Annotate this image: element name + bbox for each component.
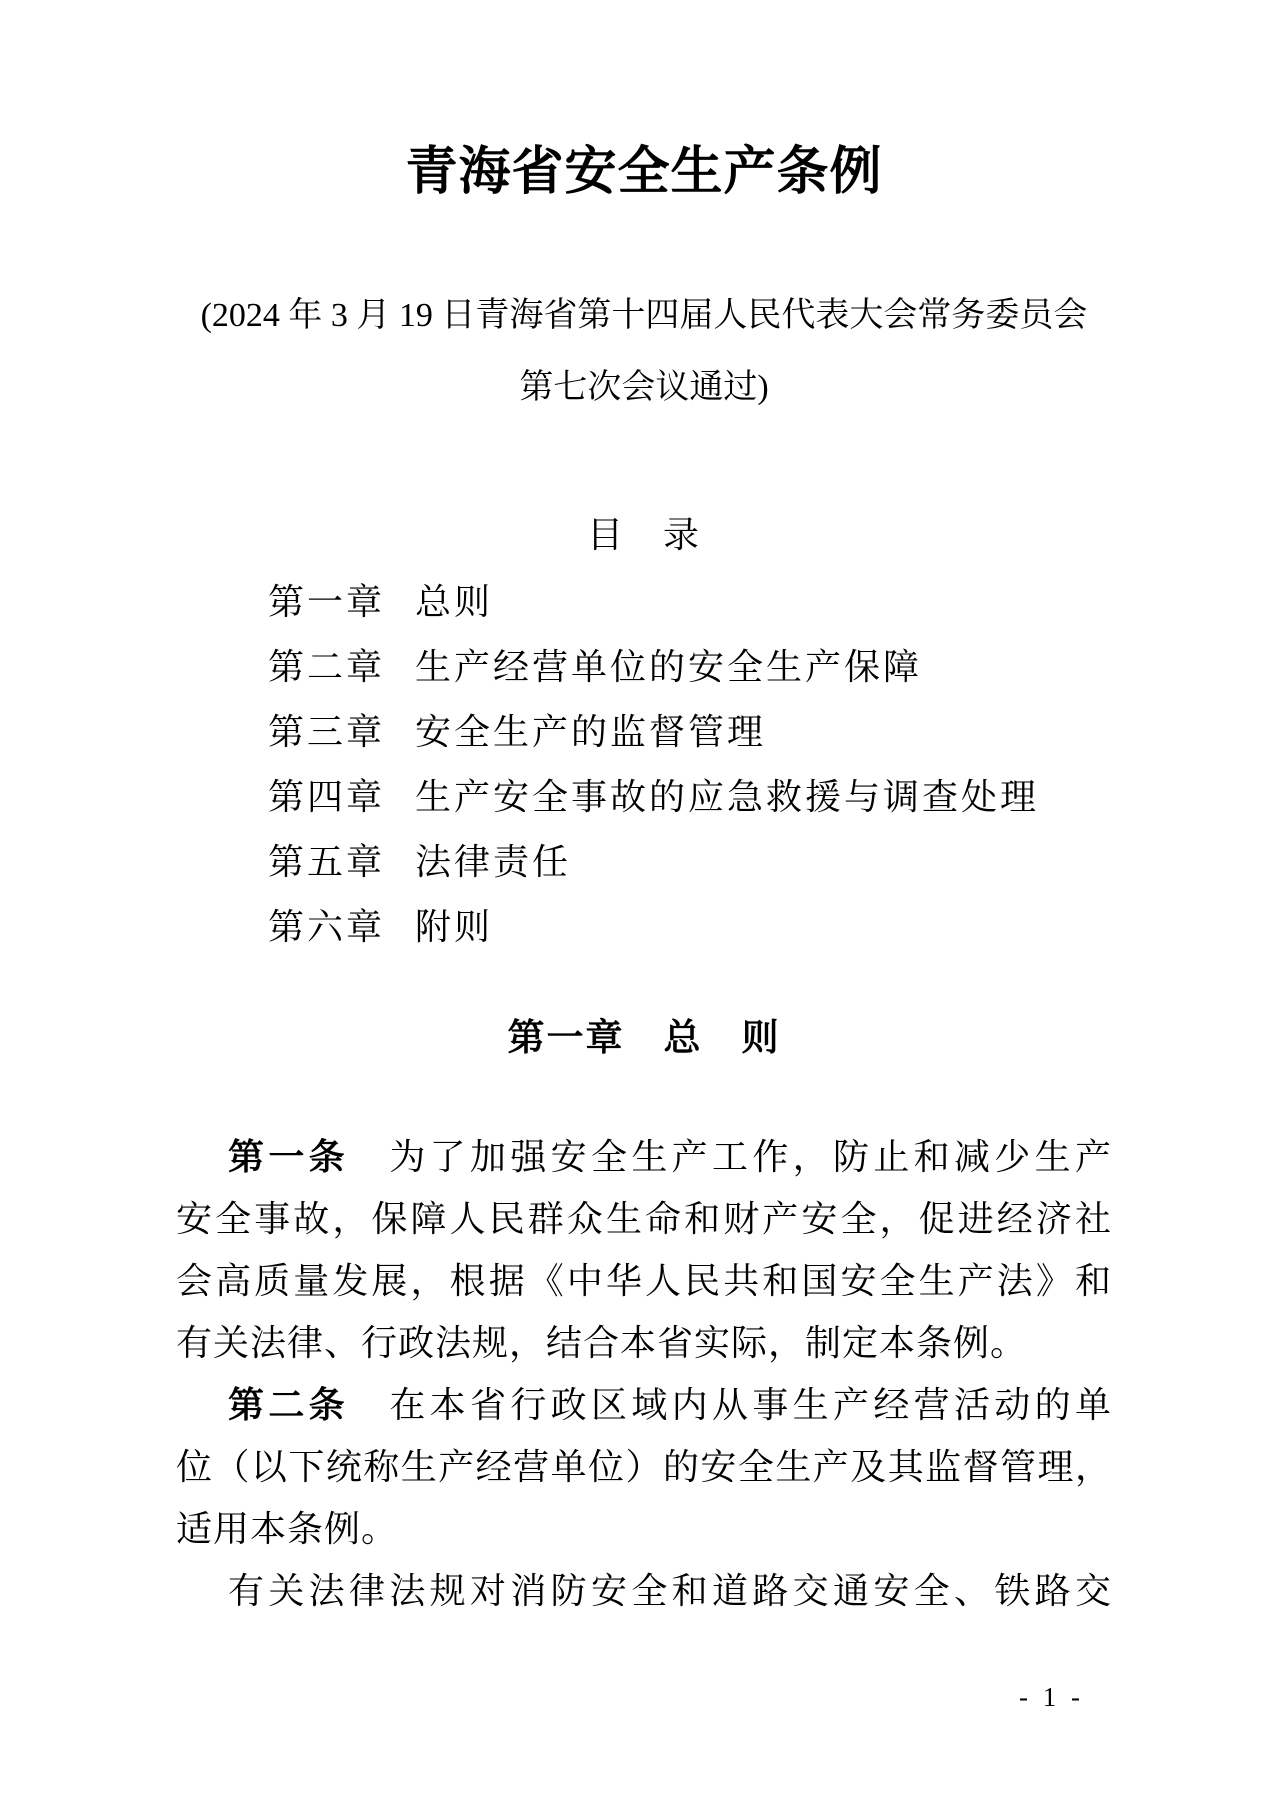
toc-chapter-label: 第六章 [268, 907, 386, 947]
article-1-line-4: 有关法律、行政法规，结合本省实际，制定本条例。 [176, 1323, 1028, 1363]
article-1-line-3: 会高质量发展，根据《中华人民共和国安全生产法》和 [176, 1261, 1112, 1301]
article-2-label: 第二条 [228, 1384, 349, 1425]
toc-item-title: 总则 [415, 582, 494, 622]
toc-item-title: 附则 [415, 907, 494, 947]
toc-item-chapter-6 [176, 895, 1112, 960]
article-1-text: 为了加强安全生产工作，防止和减少生产 [349, 1137, 1112, 1177]
toc-item-chapter-1 [176, 570, 1112, 635]
body-text [176, 1126, 1112, 1622]
page-number: - 1 - [1019, 1682, 1084, 1712]
preamble [176, 280, 1112, 424]
toc-chapter-label: 第一章 [268, 582, 386, 622]
document-title: 青海省安全生产条例 [405, 144, 883, 201]
toc-item-title: 生产经营单位的安全生产保障 [415, 647, 923, 687]
toc-heading: 目 录 [586, 515, 701, 555]
toc-item-title: 法律责任 [415, 842, 572, 882]
toc-chapter-label: 第四章 [268, 777, 386, 817]
article-2-line-2: 位（以下统称生产经营单位）的安全生产及其监督管理， [176, 1447, 1112, 1487]
article-1-line-1 [176, 1126, 1112, 1188]
paragraph-3-line-1: 有关法律法规对消防安全和道路交通安全、铁路交 [228, 1571, 1112, 1611]
preamble-line-2: 第七次会议通过) [519, 369, 769, 406]
toc-item-chapter-4 [176, 765, 1112, 830]
preamble-line-1: (2024 年 3 月 19 日青海省第十四届人民代表大会常务委员会 [200, 297, 1088, 334]
toc-chapter-label: 第三章 [268, 712, 386, 752]
article-1-line-2: 安全事故，保障人民群众生命和财产安全，促进经济社 [176, 1199, 1112, 1239]
toc-item-title: 安全生产的监督管理 [415, 712, 767, 752]
chapter-1-heading: 第一章 总 则 [507, 1017, 781, 1058]
article-2-text: 在本省行政区域内从事生产经营活动的单 [349, 1385, 1112, 1425]
toc-item-chapter-5 [176, 830, 1112, 895]
article-2-line-1 [176, 1374, 1112, 1436]
toc-item-title: 生产安全事故的应急救援与调查处理 [415, 777, 1040, 817]
article-2-line-3: 适用本条例。 [176, 1509, 399, 1549]
table-of-contents [176, 570, 1112, 960]
toc-item-chapter-2 [176, 635, 1112, 700]
toc-chapter-label: 第五章 [268, 842, 386, 882]
toc-item-chapter-3 [176, 700, 1112, 765]
toc-chapter-label: 第二章 [268, 647, 386, 687]
article-1-label: 第一条 [228, 1136, 349, 1177]
